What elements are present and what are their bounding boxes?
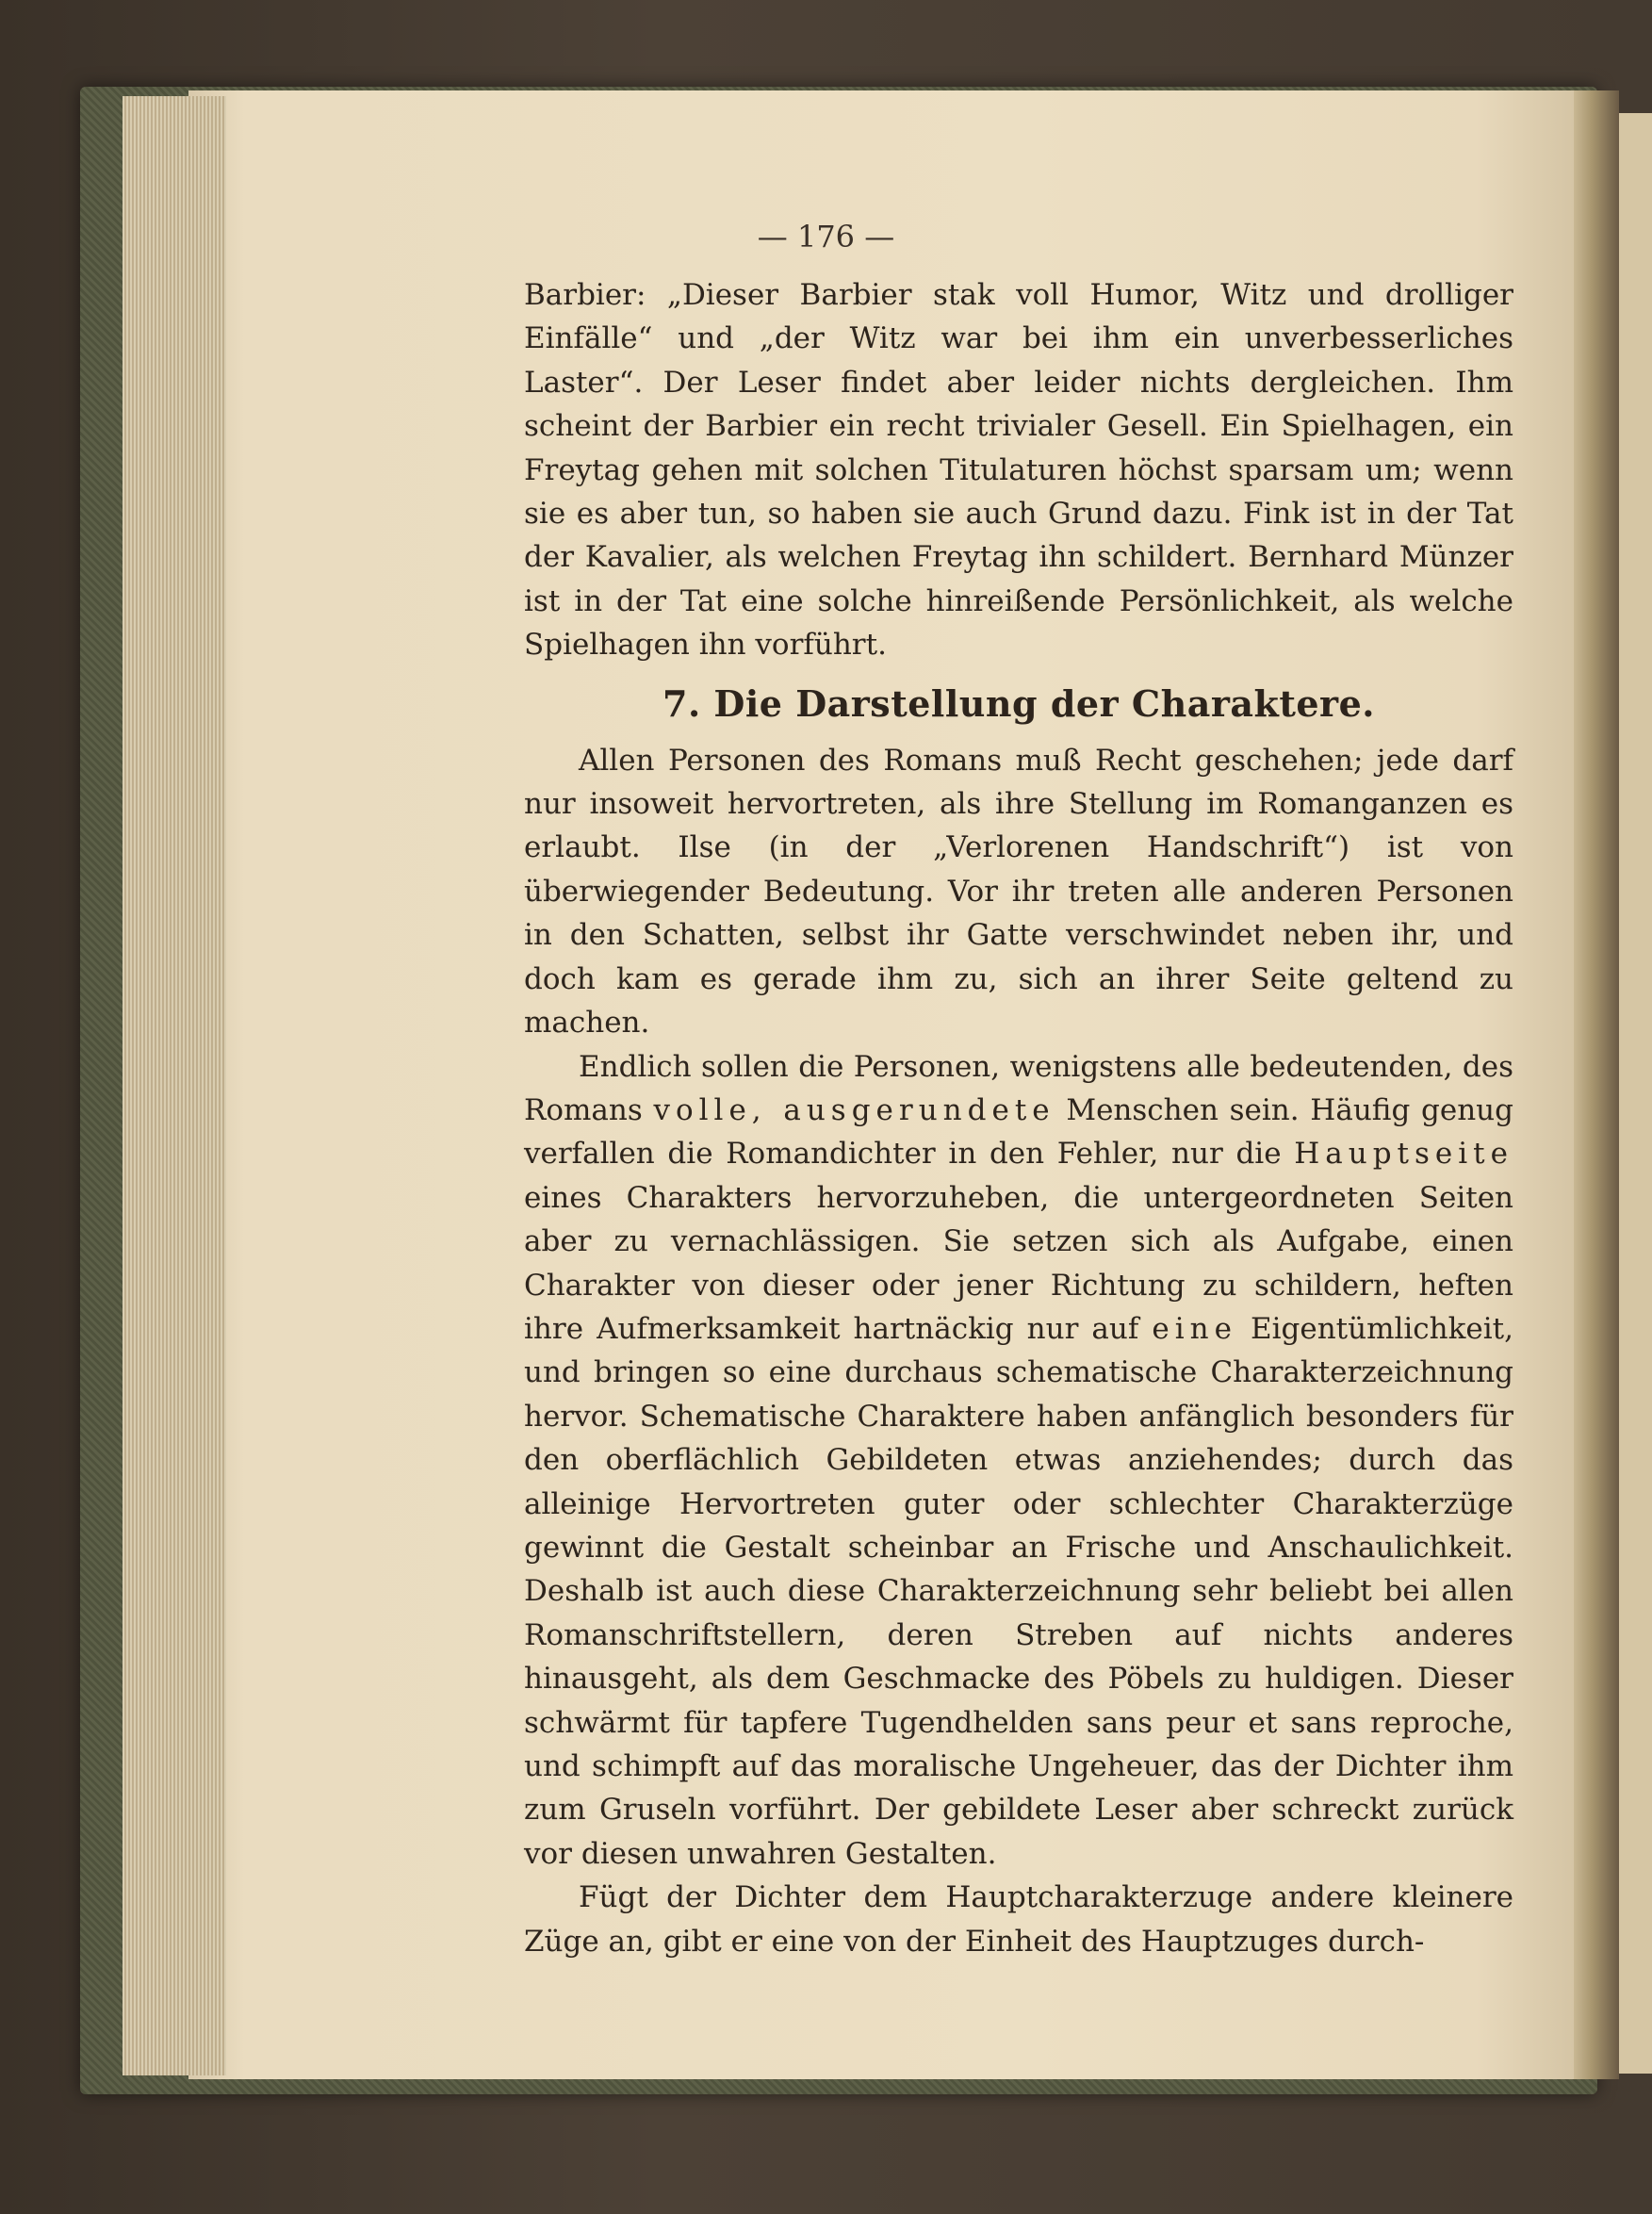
- emphasis-spaced: volle, ausgerundete: [653, 1092, 1055, 1127]
- page-stack-edge: [123, 96, 226, 2075]
- book-gutter: [1574, 90, 1619, 2079]
- text-run: Endlich sollen die Personen, wenigstens alle bedeutenden, des Romans: [524, 1049, 1513, 1127]
- emphasis-spaced: Hauptseite: [1294, 1137, 1513, 1172]
- emphasis-spaced: eine: [1152, 1311, 1237, 1346]
- paragraph-characters: [524, 1045, 1513, 1877]
- paragraph-persons: Allen Personen des Romans muß Recht geschehen; jede darf nur insoweit hervortreten, als ihre Stellung im Romanganzen es erlaubt. Ilse (in der „Verlorenen Handschrift“) ist von überwiegender Bedeutung. Vor ihr treten alle anderen Personen in den Schatten, selbst ihr Gatte verschwindet neben ihr, und doch kam es gerade ihm zu, sich an ihrer Seite geltend zu machen.: [524, 743, 1513, 1041]
- page-number: — 176 —: [757, 219, 895, 254]
- text-run: Menschen sein. Häufig genug verfallen die Romandichter in den Fehler, nur die: [524, 1092, 1513, 1172]
- text-run: eines Charakters hervorzuheben, die untergeordneten Seiten aber zu vernachlässigen. Sie setzen sich als Aufgabe, einen Charakter von dieser oder jener Richtung zu schildern, heften ihre Aufmerksamkeit hartnäckig nur auf: [524, 1180, 1513, 1346]
- paragraph-continued: Barbier: „Dieser Barbier stak voll Humor, Witz und drolliger Einfälle“ und „der Witz war bei ihm ein unverbesserliches Laster“. Der Leser findet aber leider nichts dergleichen. Ihm scheint der Barbier ein recht trivialer Gesell. Ein Spielhagen, ein Freytag gehen mit solchen Titulaturen höchst sparsam um; wenn sie es aber tun, so haben sie auch Grund dazu. Fink ist in der Tat der Kavalier, als welchen Freytag ihn schildert. Bernhard Münzer ist in der Tat eine solche hinreißende Persönlichkeit, als welche Spielhagen ihn vorführt.: [524, 278, 1513, 663]
- text-run: Eigentümlichkeit, und bringen so eine durchaus schematische Charakterzeichnung hervor. Schematische Charaktere haben anfänglich besonders für den oberflächlich Gebildeten etwas anziehendes; durch das alleinige Hervortreten guter oder schlechter Charakterzüge gewinnt die Gestalt scheinbar an Frische und Anschaulichkeit. Deshalb ist auch diese Charakterzeichnung sehr beliebt bei allen Romanschriftstellern, deren Streben auf nichts anderes hinausgeht, als dem Geschmacke des Pöbels zu huldigen. Dieser schwärmt für tapfere Tugendhelden sans peur et sans reproche, und schimpft auf das moralische Ungeheuer, das der Dichter ihm zum Gruseln vorführt. Der gebildete Leser aber schreckt zurück vor diesen unwahren Gestalten.: [524, 1311, 1513, 1871]
- page-body: [524, 273, 1513, 1963]
- section-heading: 7. Die Darstellung der Charaktere.: [662, 681, 1375, 725]
- paragraph-traits: Fügt der Dichter dem Hauptcharakterzuge andere kleinere Züge an, gibt er eine von der Einheit des Hauptzuges durch-: [524, 1880, 1513, 1959]
